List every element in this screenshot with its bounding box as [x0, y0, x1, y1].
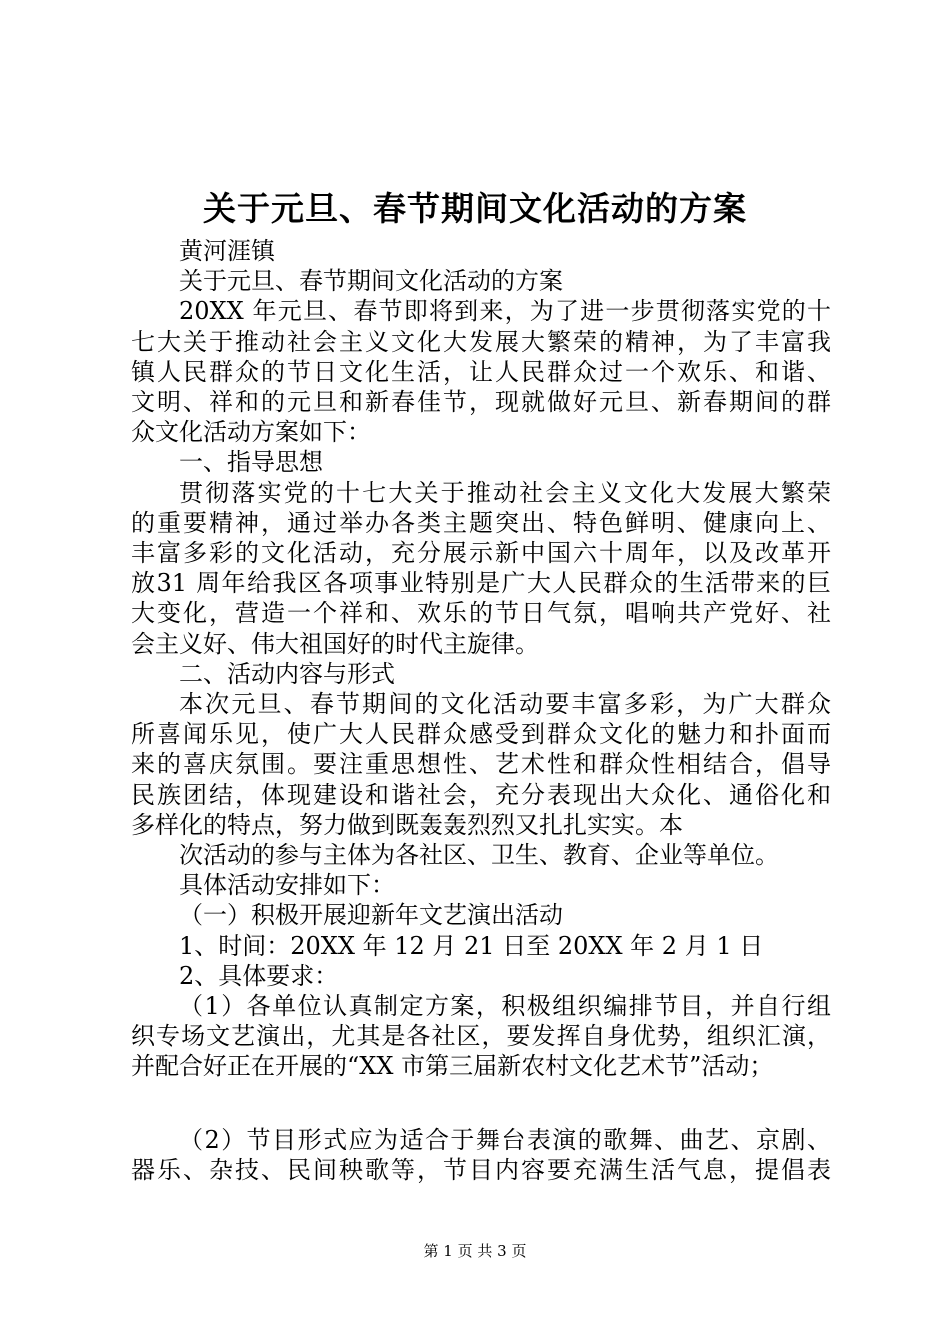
section-heading: 二、活动内容与形式: [179, 659, 395, 688]
paragraph-line: 贯彻落实党的十七大关于推动社会主义文化大发展大繁荣: [179, 478, 831, 507]
section-heading: 一、指导思想: [179, 448, 323, 477]
paragraph-line: 七大关于推动社会主义文化大发展大繁荣的精神，为了丰富我: [131, 327, 831, 356]
paragraph-line: 会主义好、伟大祖国好的时代主旋律。: [131, 629, 539, 658]
paragraph-line: 多样化的特点，努力做到既轰轰烈烈又扎扎实实。本: [131, 810, 683, 839]
page-footer: 第 1 页 共 3 页: [423, 1242, 527, 1260]
paragraph-line: 文明、祥和的元旦和新春佳节，现就做好元旦、新春期间的群: [131, 388, 831, 417]
author-line: 黄河涯镇: [179, 237, 275, 265]
document-title: 关于元旦、春节期间文化活动的方案: [203, 189, 747, 228]
paragraph-line: 丰富多彩的文化活动，充分展示新中国六十周年，以及改革开: [131, 539, 831, 568]
paragraph-line: 次活动的参与主体为各社区、卫生、教育、企业等单位。: [179, 841, 779, 870]
paragraph-line: 本次元旦、春节期间的文化活动要丰富多彩，为广大群众: [179, 690, 831, 719]
paragraph-line: 织专场文艺演出，尤其是各社区，要发挥自身优势，组织汇演，: [131, 1022, 831, 1051]
paragraph-line: 民族团结，体现建设和谐社会，充分表现出大众化、通俗化和: [131, 780, 831, 809]
paragraph-line: 众文化活动方案如下：: [131, 418, 371, 447]
document-body: [131, 236, 831, 1185]
subsection-heading: （一）积极开展迎新年文艺演出活动: [179, 901, 563, 930]
paragraph-line: 来的喜庆氛围。要注重思想性、艺术性和群众性相结合，倡导: [131, 750, 831, 779]
paragraph-line: （1）各单位认真制定方案，积极组织编排节目，并自行组: [179, 992, 831, 1021]
paragraph-line: 大变化，营造一个祥和、欢乐的节日气氛，唱响共产党好、社: [131, 599, 831, 628]
paragraph-line: 20XX 年元旦、春节即将到来，为了进一步贯彻落实党的十: [179, 297, 831, 326]
paragraph-line: 并配合好正在开展的“XX 市第三届新农村文化艺术节”活动；: [131, 1052, 774, 1081]
paragraph-line: 放31 周年给我区各项事业特别是广大人民群众的生活带来的巨: [131, 569, 831, 598]
subtitle-line: 关于元旦、春节期间文化活动的方案: [179, 267, 563, 296]
paragraph-line: 具体活动安排如下：: [179, 871, 395, 900]
paragraph-line: 1、时间：20XX 年 12 月 21 日至 20XX 年 2 月 1 日: [179, 931, 764, 960]
paragraph-gap: [131, 1082, 831, 1125]
paragraph-line: 所喜闻乐见，使广大人民群众感受到群众文化的魅力和扑面而: [131, 720, 831, 749]
paragraph-line: 镇人民群众的节日文化生活，让人民群众过一个欢乐、和谐、: [131, 357, 831, 386]
paragraph-line: 的重要精神，通过举办各类主题突出、特色鲜明、健康向上、: [131, 508, 831, 537]
paragraph-line: 2、具体要求：: [179, 961, 339, 990]
paragraph-line: （2）节目形式应为适合于舞台表演的歌舞、曲艺、京剧、: [179, 1125, 831, 1154]
paragraph-line: 器乐、杂技、民间秧歌等，节目内容要充满生活气息，提倡表: [131, 1155, 831, 1184]
